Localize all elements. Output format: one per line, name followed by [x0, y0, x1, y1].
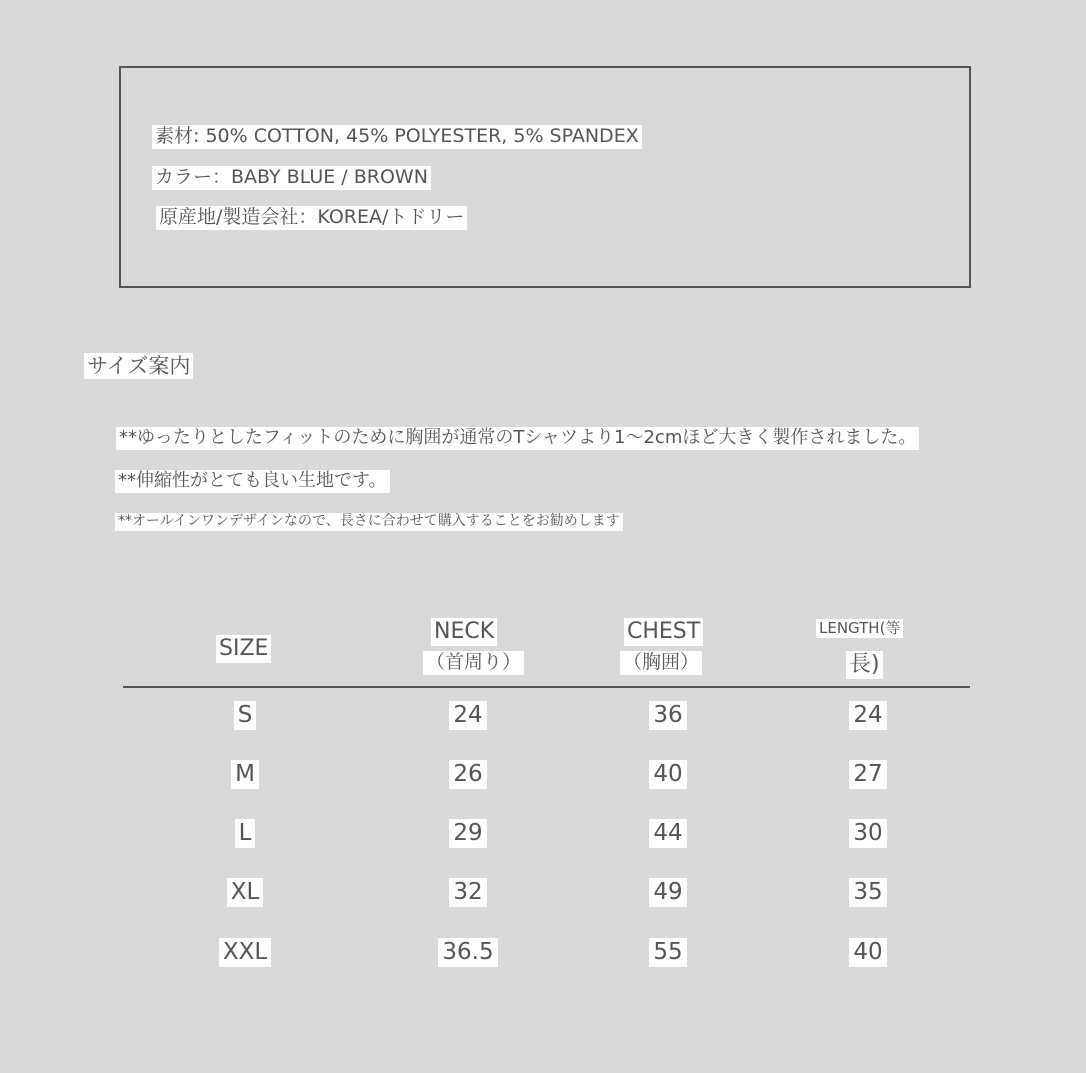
cell-chest-text: 44: [649, 819, 686, 848]
cell-chest-text: 55: [649, 938, 686, 967]
cell-neck-text: 24: [449, 701, 486, 730]
cell-size: [185, 878, 305, 907]
header-size-text: SIZE: [216, 635, 271, 663]
cell-neck: [408, 760, 528, 789]
cell-length: [808, 938, 928, 967]
origin-text: 原産地/製造会社：KOREA/トドリー: [156, 206, 467, 230]
cell-length-text: 40: [849, 938, 886, 967]
header-chest-text: CHEST: [624, 618, 703, 646]
cell-chest-text: 36: [649, 701, 686, 730]
cell-size-text: L: [235, 819, 256, 848]
color-text: カラー：BABY BLUE / BROWN: [152, 166, 431, 190]
cell-chest: [608, 701, 728, 730]
header-length-sub-text: 長): [846, 651, 883, 679]
header-chest-sub-text: （胸囲）: [620, 651, 702, 675]
cell-neck: [408, 819, 528, 848]
cell-length: [808, 878, 928, 907]
cell-neck-text: 36.5: [438, 938, 497, 967]
cell-length: [808, 819, 928, 848]
header-chest-sub: [620, 651, 702, 675]
header-neck: [431, 618, 497, 646]
cell-neck: [408, 701, 528, 730]
size-guide-title-text: サイズ案内: [84, 353, 193, 379]
note-fit-text: **ゆったりとしたフィットのために胸囲が通常のTシャツより1〜2cmほど大きく製作されました。: [116, 427, 919, 450]
cell-neck-text: 26: [449, 760, 486, 789]
note-fit: [116, 427, 919, 450]
header-neck-sub-text: （首周り）: [423, 651, 524, 675]
cell-neck-text: 29: [449, 819, 486, 848]
origin-line: [156, 206, 467, 230]
cell-length-text: 30: [849, 819, 886, 848]
color-line: [152, 166, 431, 190]
cell-chest: [608, 819, 728, 848]
cell-chest-text: 49: [649, 878, 686, 907]
size-guide-title: [84, 353, 193, 379]
cell-size-text: S: [234, 701, 257, 730]
cell-length-text: 27: [849, 760, 886, 789]
header-size: [216, 635, 271, 663]
cell-length-text: 24: [849, 701, 886, 730]
cell-size-text: XXL: [219, 938, 271, 967]
cell-size: [185, 819, 305, 848]
cell-size: [185, 701, 305, 730]
cell-chest: [608, 878, 728, 907]
cell-size-text: M: [231, 760, 259, 789]
header-neck-text: NECK: [431, 618, 497, 646]
note-length-text: **オールインワンデザインなので、長さに合わせて購入することをお勧めします: [115, 513, 623, 531]
note-stretch-text: **伸縮性がとても良い生地です。: [115, 470, 390, 493]
header-divider: [123, 686, 970, 688]
cell-length-text: 35: [849, 878, 886, 907]
cell-neck: [408, 938, 528, 967]
cell-neck: [408, 878, 528, 907]
material-text: 素材: 50% COTTON, 45% POLYESTER, 5% SPANDEX: [152, 125, 642, 149]
product-info-box: [119, 66, 971, 288]
cell-length: [808, 701, 928, 730]
header-length-sub: [846, 651, 883, 679]
cell-length: [808, 760, 928, 789]
header-length-text: LENGTH(等: [816, 619, 903, 638]
note-length: [115, 513, 623, 531]
cell-size-text: XL: [227, 878, 264, 907]
header-length: [816, 619, 903, 638]
cell-chest: [608, 760, 728, 789]
cell-size: [185, 760, 305, 789]
header-chest: [624, 618, 703, 646]
material-line: [152, 125, 642, 149]
cell-chest: [608, 938, 728, 967]
cell-neck-text: 32: [449, 878, 486, 907]
note-stretch: [115, 470, 390, 493]
cell-size: [185, 938, 305, 967]
cell-chest-text: 40: [649, 760, 686, 789]
header-neck-sub: [423, 651, 524, 675]
